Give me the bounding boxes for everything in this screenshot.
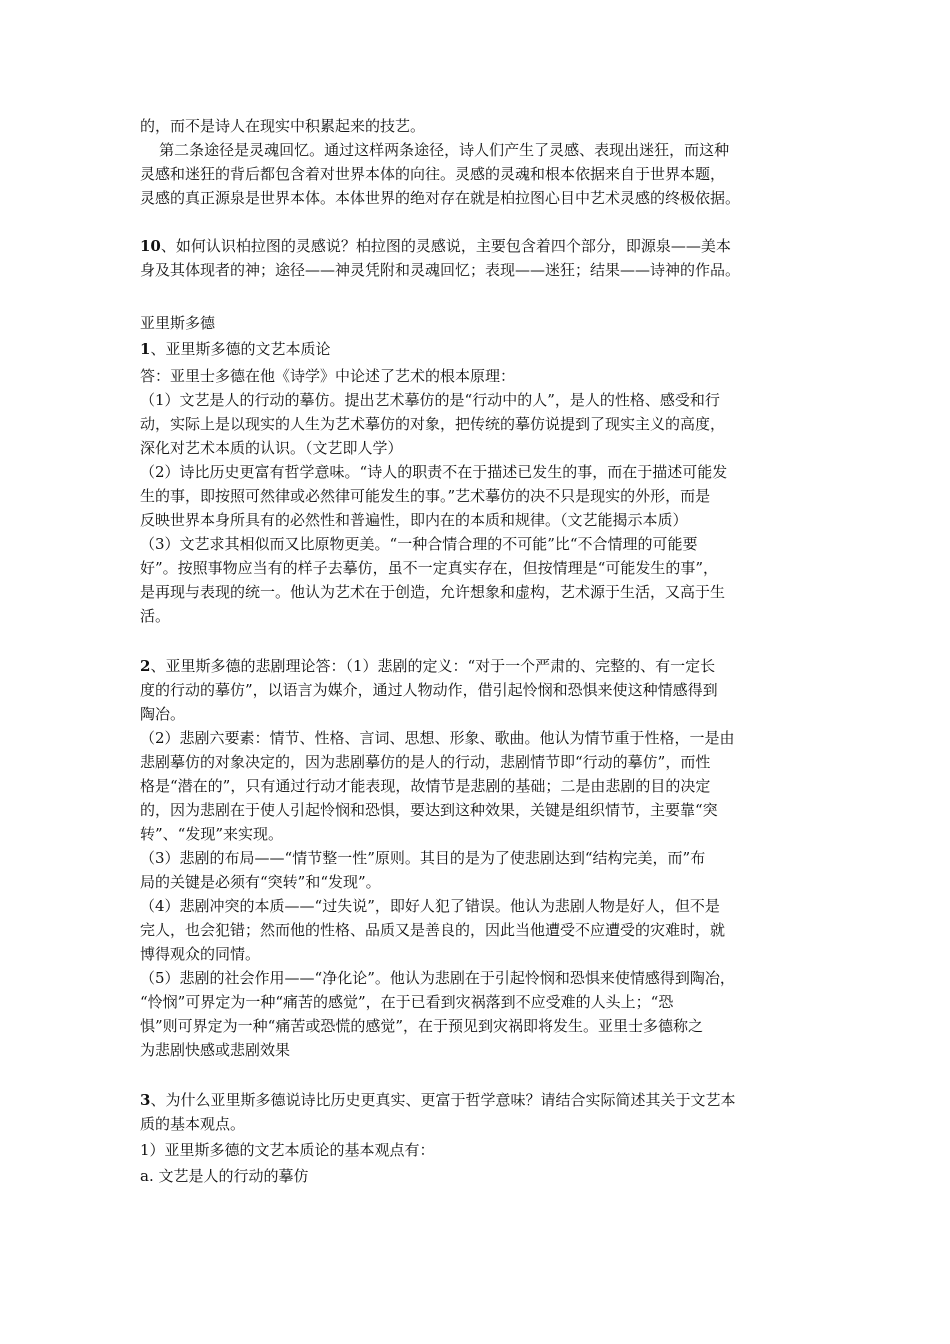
text-line — [140, 534, 698, 554]
line-text: 质的基本观点。 — [140, 1115, 246, 1133]
line-text: 转”、“发现”来实现。 — [140, 825, 284, 843]
text-line — [140, 390, 720, 410]
text-line — [140, 920, 725, 940]
text-line — [140, 140, 729, 160]
text-line — [140, 680, 718, 700]
question-heading — [140, 339, 330, 359]
line-text: 度的行动的摹仿”，以语言为媒介，通过人物动作，借引起怜悯和恐惧来使这种情感得到 — [140, 681, 718, 699]
text-line — [140, 438, 403, 458]
line-text: 、亚里斯多德的文艺本质论 — [150, 340, 331, 358]
line-text: 灵感的真正源泉是世界本体。本体世界的绝对存在就是柏拉图心目中艺术灵感的终极依据。 — [140, 189, 741, 207]
question-heading — [140, 656, 715, 676]
text-line — [140, 606, 170, 626]
item-number: 10 — [140, 237, 161, 255]
text-line — [140, 752, 710, 772]
text-line — [140, 896, 720, 916]
line-text: 的，而不是诗人在现实中积累起来的技艺。 — [140, 117, 426, 135]
text-line — [140, 366, 515, 386]
line-text: （2）悲剧六要素：情节、性格、言词、思想、形象、歌曲。他认为情节重于性格，一是由 — [140, 729, 735, 747]
line-text: （1）文艺是人的行动的摹仿。提出艺术摹仿的是“行动中的人”，是人的性格、感受和行 — [140, 391, 720, 409]
text-line — [140, 260, 740, 280]
question-heading — [140, 1090, 735, 1110]
text-line — [140, 968, 735, 988]
line-text: 悲剧摹仿的对象决定的，因为悲剧摹仿的是人的行动，悲剧情节即“行动的摹仿”，而性 — [140, 753, 711, 771]
text-line — [140, 188, 740, 208]
line-text: 生的事，即按照可然律或必然律可能发生的事。”艺术摹仿的决不只是现实的外形，而是 — [140, 487, 711, 505]
line-text: （3）悲剧的布局——“情节整一性”原则。其目的是为了使悲剧达到“结构完美，而”布 — [140, 849, 706, 867]
text-line — [140, 1166, 308, 1186]
item-number: 2 — [140, 657, 151, 675]
line-text: 动，实际上是以现实的人生为艺术摹仿的对象，把传统的摹仿说提到了现实主义的高度， — [140, 415, 726, 433]
line-text: a. 文艺是人的行动的摹仿 — [140, 1167, 309, 1185]
text-line — [140, 486, 710, 506]
text-line — [140, 1114, 245, 1134]
text-line — [140, 944, 260, 964]
line-text: 局的关键是必须有“突转”和“发现”。 — [140, 873, 381, 891]
line-text: 是再现与表现的统一。他认为艺术在于创造，允许想象和虚构，艺术源于生活，又高于生 — [140, 583, 726, 601]
line-text: 、亚里斯多德的悲剧理论答：（1）悲剧的定义：“对于一个严肃的、完整的、有一定长 — [150, 657, 716, 675]
text-line — [140, 1140, 435, 1160]
line-text: 完人，也会犯错；然而他的性格、品质又是善良的，因此当他遭受不应遭受的灾难时，就 — [140, 921, 726, 939]
line-text: 格是“潜在的”，只有通过行动才能表现，故情节是悲剧的基础；二是由悲剧的目的决定 — [140, 777, 711, 795]
text-line — [140, 116, 425, 136]
line-text: 灵感和迷狂的背后都包含着对世界本体的向往。灵感的灵魂和根本依据来自于世界本题， — [140, 165, 726, 183]
line-text: 活。 — [140, 607, 171, 625]
text-line — [140, 872, 381, 892]
line-text: “怜悯”可界定为一种“痛苦的感觉”，在于已看到灾祸落到不应受难的人头上；“恐 — [140, 993, 674, 1011]
line-text: 惧”则可界定为一种“痛苦或恐慌的感觉”，在于预见到灾祸即将发生。亚里士多德称之 — [140, 1017, 704, 1035]
line-text: 1）亚里斯多德的文艺本质论的基本观点有： — [140, 1141, 435, 1159]
line-text: 陶冶。 — [140, 705, 186, 723]
text-line — [140, 992, 673, 1012]
line-text: 亚里斯多德 — [140, 314, 216, 332]
line-text: 博得观众的同情。 — [140, 945, 261, 963]
line-text: 答：亚里士多德在他《诗学》中论述了艺术的根本原理： — [140, 367, 516, 385]
item-number: 3 — [140, 1091, 151, 1109]
section-title — [140, 313, 215, 333]
text-line — [140, 848, 705, 868]
text-line — [140, 824, 283, 844]
text-line — [140, 776, 710, 796]
line-text: 第二条途径是灵魂回忆。通过这样两条途径，诗人们产生了灵感、表现出迷狂，而这种 — [140, 141, 730, 159]
line-text: （3）文艺求其相似而又比原物更美。“一种合情合理的不可能”比“不合情理的可能要 — [140, 535, 698, 553]
text-line — [140, 704, 185, 724]
line-text: （5）悲剧的社会作用——“净化论”。他认为悲剧在于引起怜悯和恐惧来使情感得到陶冶， — [140, 969, 735, 987]
line-text: 、为什么亚里斯多德说诗比历史更真实、更富于哲学意味？请结合实际简述其关于文艺本 — [150, 1091, 736, 1109]
text-line — [140, 800, 718, 820]
line-text: 、如何认识柏拉图的灵感说？柏拉图的灵感说，主要包含着四个部分，即源泉——美本 — [160, 237, 731, 255]
text-line — [140, 510, 688, 530]
text-line — [140, 558, 718, 578]
text-line — [140, 728, 735, 748]
line-text: 好”。按照事物应当有的样子去摹仿，虽不一定真实存在，但按情理是“可能发生的事”， — [140, 559, 719, 577]
question-heading — [140, 236, 731, 256]
text-line — [140, 1016, 703, 1036]
text-line — [140, 462, 727, 482]
text-line — [140, 414, 725, 434]
line-text: 反映世界本身所具有的必然性和普遍性，即内在的本质和规律。（文艺能揭示本质） — [140, 511, 688, 529]
text-line — [140, 164, 725, 184]
line-text: 身及其体现者的神；途径——神灵凭附和灵魂回忆；表现——迷狂；结果——诗神的作品。 — [140, 261, 741, 279]
text-line — [140, 582, 725, 602]
line-text: 深化对艺术本质的认识。（文艺即人学） — [140, 439, 403, 457]
text-line — [140, 1040, 290, 1060]
line-text: （4）悲剧冲突的本质——“过失说”，即好人犯了错误。他认为悲剧人物是好人，但不是 — [140, 897, 720, 915]
item-number: 1 — [140, 340, 151, 358]
line-text: 为悲剧快感或悲剧效果 — [140, 1041, 291, 1059]
line-text: （2）诗比历史更富有哲学意味。“诗人的职责不在于描述已发生的事，而在于描述可能发 — [140, 463, 728, 481]
line-text: 的，因为悲剧在于使人引起怜悯和恐惧，要达到这种效果，关键是组织情节，主要靠“突 — [140, 801, 718, 819]
